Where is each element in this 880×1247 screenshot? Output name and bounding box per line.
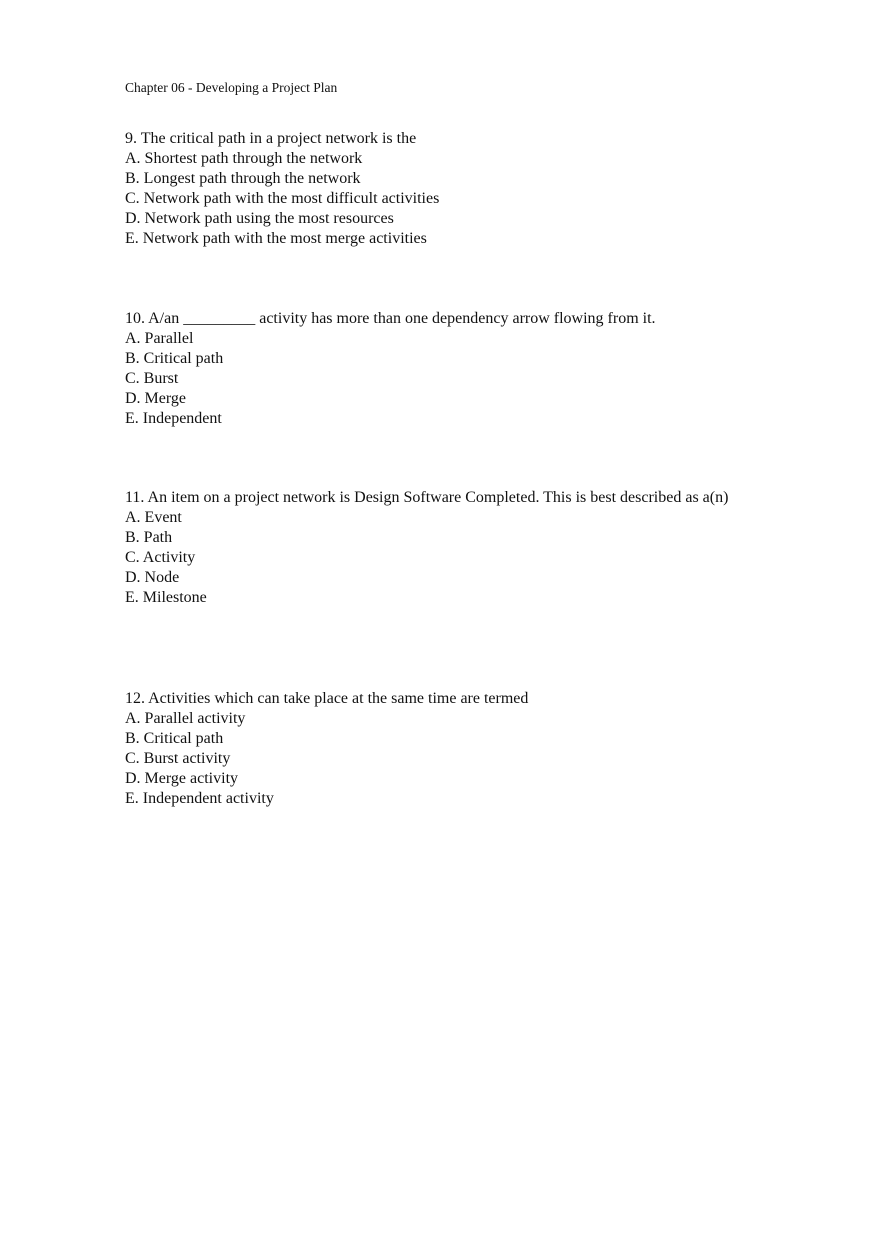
option: B. Critical path [125, 730, 224, 747]
option: C. Burst [125, 370, 179, 387]
option: A. Event [125, 509, 182, 526]
question-stem: 11. An item on a project network is Design Software Completed. This is best described as a(n) [125, 489, 729, 506]
page-header: Chapter 06 - Developing a Project Plan [125, 80, 338, 95]
option: E. Milestone [125, 589, 207, 606]
question-stem: 10. A/an _________ activity has more than one dependency arrow flowing from it. [125, 310, 656, 327]
question-stem: 9. The critical path in a project network is the [125, 130, 417, 147]
question-12 [125, 689, 765, 809]
question-stem: 12. Activities which can take place at the same time are termed [125, 690, 529, 707]
option: D. Node [125, 569, 180, 586]
option: E. Independent [125, 410, 222, 427]
option: E. Network path with the most merge activities [125, 230, 427, 247]
option: C. Burst activity [125, 750, 231, 767]
option: D. Merge [125, 390, 187, 407]
option: C. Activity [125, 549, 196, 566]
option: D. Network path using the most resources [125, 210, 394, 227]
option: A. Parallel [125, 330, 194, 347]
option: A. Shortest path through the network [125, 150, 363, 167]
option: D. Merge activity [125, 770, 239, 787]
option: C. Network path with the most difficult activities [125, 190, 440, 207]
option: B. Critical path [125, 350, 224, 367]
option: B. Path [125, 529, 173, 546]
option: A. Parallel activity [125, 710, 246, 727]
option: B. Longest path through the network [125, 170, 361, 187]
option: E. Independent activity [125, 790, 274, 807]
question-10 [125, 309, 765, 429]
question-9 [125, 129, 765, 249]
question-11 [125, 488, 750, 608]
